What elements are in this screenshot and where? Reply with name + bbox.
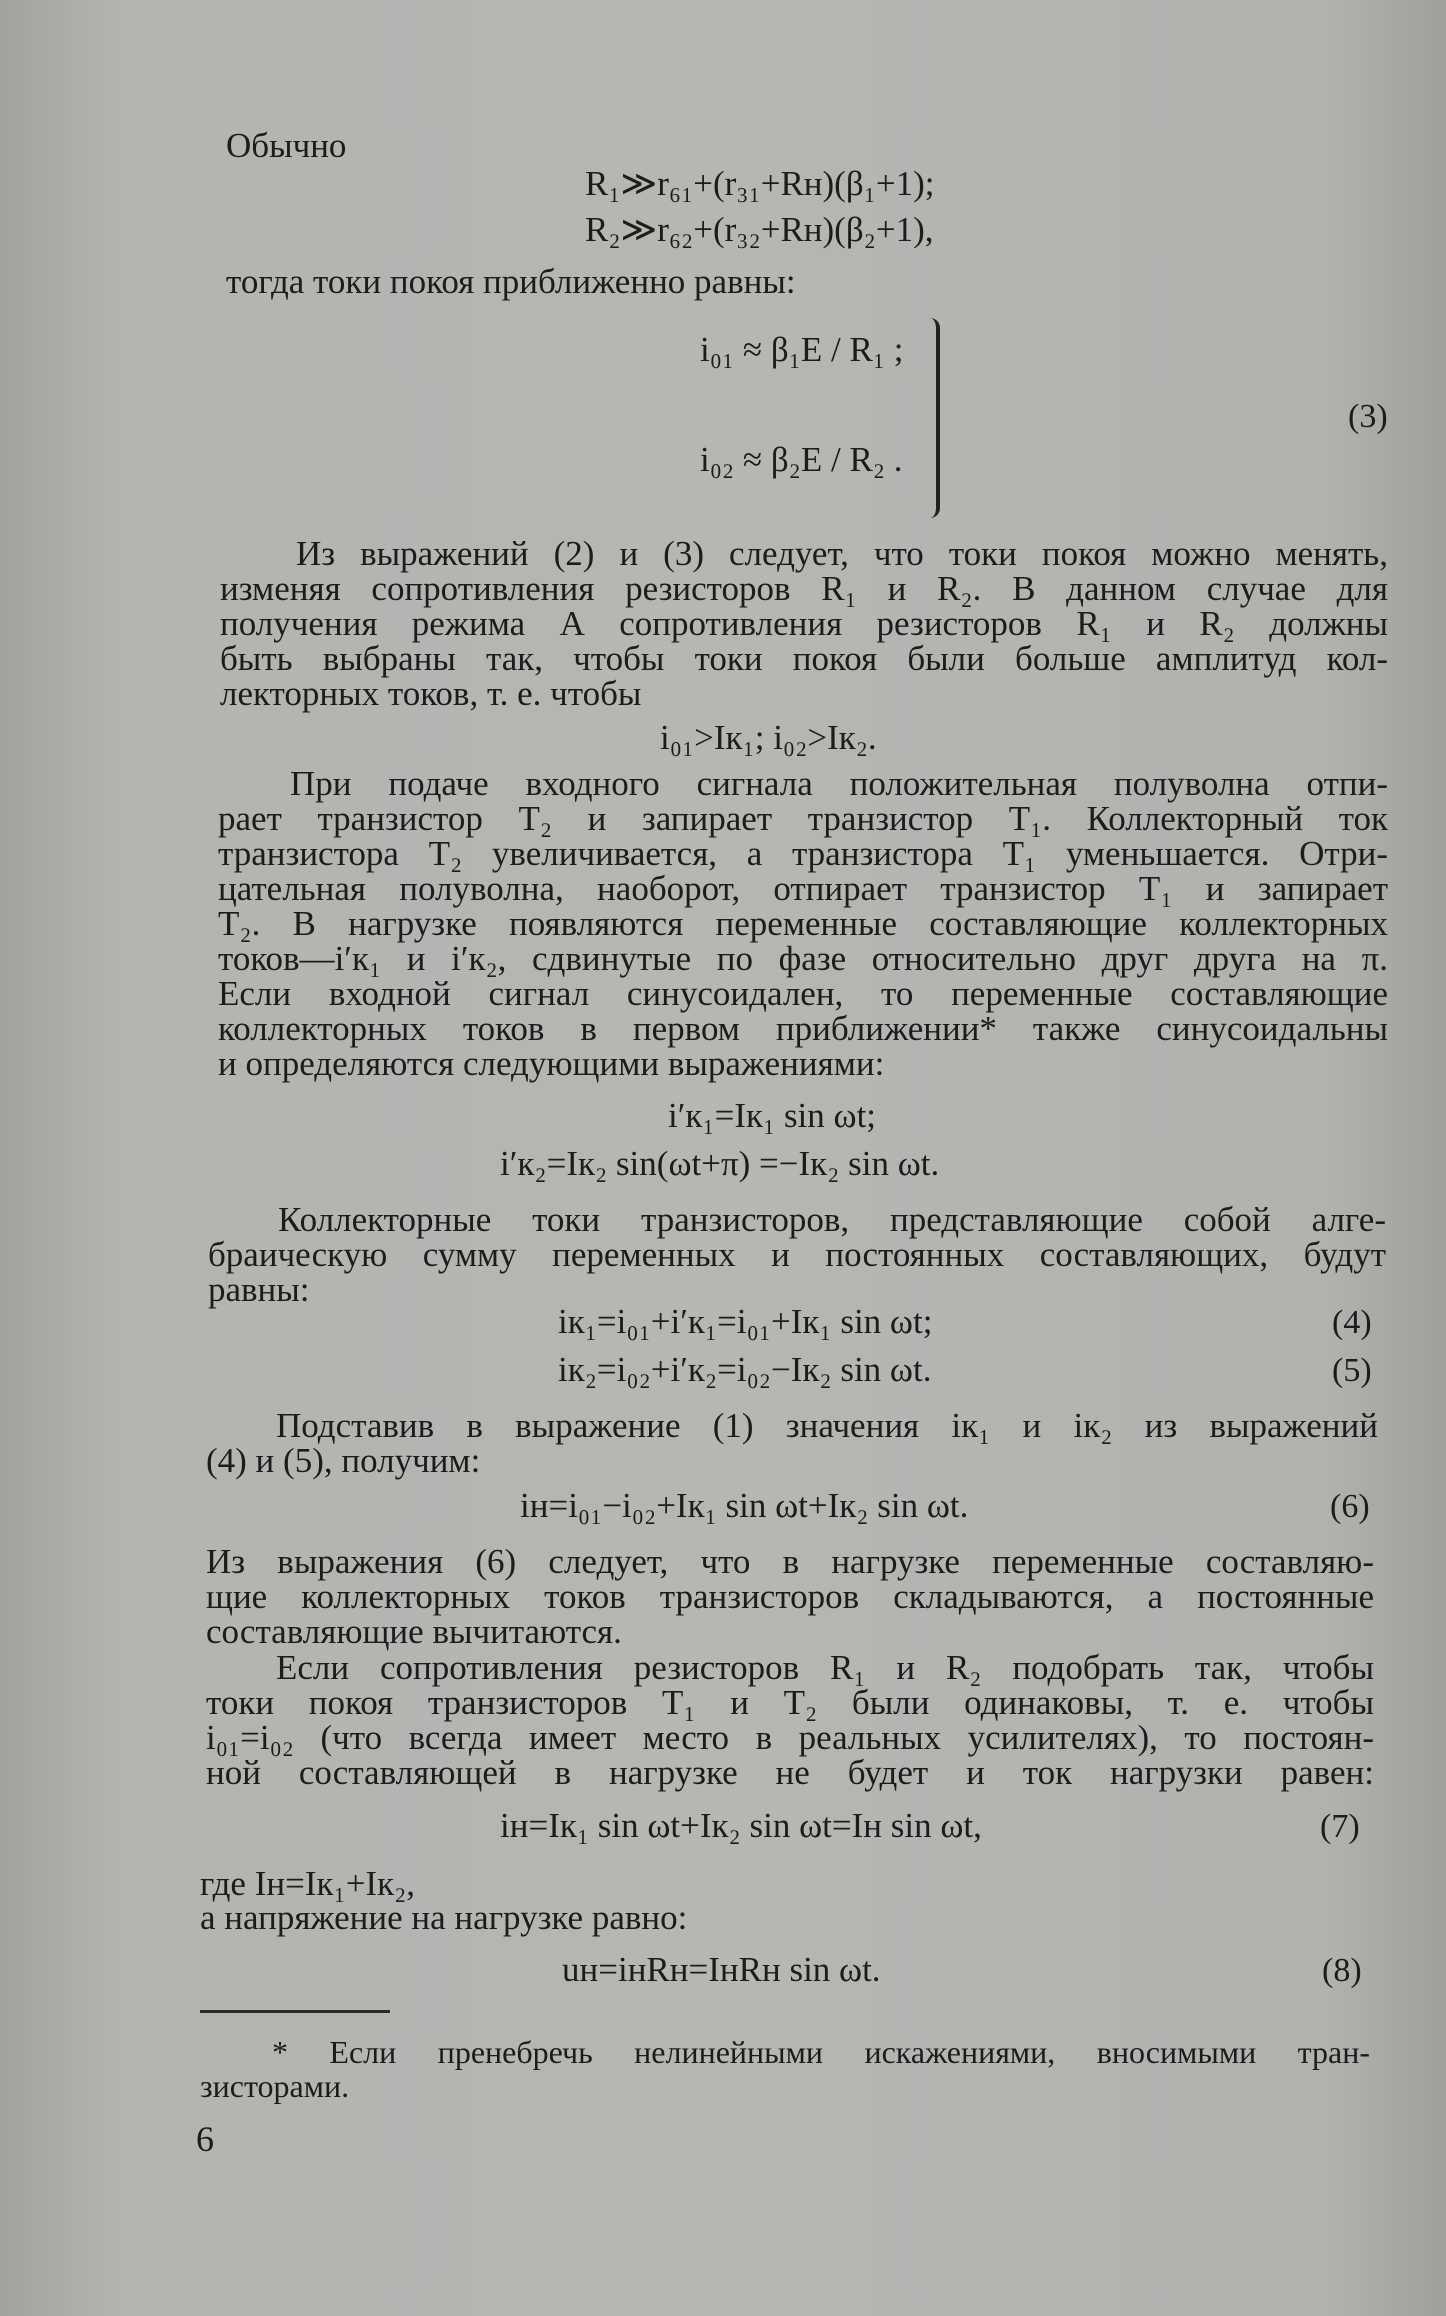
text-line: Коллекторные токи транзисторов, представляющие собой алге- [278, 1200, 1386, 1239]
text-line: токи покоя транзисторов T₁ и T₂ были одинаковы, т. е. чтобы [206, 1683, 1374, 1722]
page-number: 6 [196, 2119, 214, 2159]
text-line: равны: [208, 1270, 310, 1309]
formula-sin-2: i′к₂=Iк₂ sin(ωt+π) =−Iк₂ sin ωt. [500, 1144, 940, 1183]
footnote-rule [200, 2010, 390, 2013]
text-line: Если сопротивления резисторов R₁ и R₂ подобрать так, чтобы [276, 1648, 1374, 1687]
formula-3a: i₀₁ ≈ β₁E / R₁ ; [700, 330, 904, 369]
formula-3b: i₀₂ ≈ β₂E / R₂ . [700, 440, 903, 479]
equation-number-4: (4) [1332, 1304, 1372, 1341]
text-line: i₀₁=i₀₂ (что всегда имеет место в реальных усилителях), то постоян- [206, 1718, 1374, 1757]
text-line: лекторных токов, т. е. чтобы [220, 674, 642, 713]
text-line: Из выражения (6) следует, что в нагрузке переменные составляю- [206, 1542, 1374, 1581]
equation-number-6: (6) [1330, 1488, 1370, 1525]
text-line: ной составляющей в нагрузке не будет и ток нагрузки равен: [206, 1753, 1374, 1792]
text-line: (4) и (5), получим: [206, 1441, 481, 1480]
text-line: цательная полуволна, наоборот, отпирает транзистор T₁ и запирает [218, 869, 1388, 908]
equation-number-3: (3) [1348, 398, 1388, 435]
text-line: При подаче входного сигнала положительная полуволна отпи- [290, 764, 1388, 803]
intro-word: Обычно [226, 126, 347, 165]
equation-number-8: (8) [1322, 1952, 1362, 1989]
text-line: браическую сумму переменных и постоянных составляющих, будут [208, 1235, 1386, 1274]
text-line: Если входной сигнал синусоидален, то переменные составляющие [218, 974, 1388, 1013]
text-line: транзистора T₂ увеличивается, а транзистора T₁ уменьшается. Отри- [218, 834, 1388, 873]
formula-inequality: i₀₁>Iк₁; i₀₂>Iк₂. [660, 718, 877, 757]
text-line: Из выражений (2) и (3) следует, что токи покоя можно менять, [296, 534, 1388, 573]
text-line: токов—i′к₁ и i′к₂, сдвинутые по фазе относительно друг друга на π. [218, 939, 1388, 978]
formula-7: iн=Iк₁ sin ωt+Iк₂ sin ωt=Iн sin ωt, [500, 1806, 982, 1845]
formula-condition-1: R₁≫r₆₁+(r₃₁+Rн)(β₁+1); [585, 164, 935, 203]
formula-sin-1: i′к₁=Iк₁ sin ωt; [668, 1096, 877, 1135]
where-line: где Iн=Iк₁+Iк₂, [200, 1864, 416, 1903]
text-line: Подставив в выражение (1) значения iк₁ и iк₂ из выражений [276, 1406, 1378, 1445]
formula-6: iн=i₀₁−i₀₂+Iк₁ sin ωt+Iк₂ sin ωt. [520, 1486, 969, 1525]
formula-8: uн=iнRн=IнRн sin ωt. [562, 1950, 881, 1989]
text-line: изменяя сопротивления резисторов R₁ и R₂. В данном случае для [220, 569, 1388, 608]
equation-number-5: (5) [1332, 1352, 1372, 1389]
text-line: составляющие вычитаются. [206, 1612, 622, 1651]
footnote-line: * Если пренебречь нелинейными искажениями, вносимыми тран- [272, 2034, 1370, 2070]
text-line: получения режима А сопротивления резисторов R₁ и R₂ должны [220, 604, 1388, 643]
equation-number-7: (7) [1320, 1808, 1360, 1845]
brace [922, 318, 940, 518]
footnote-line: зисторами. [200, 2068, 350, 2104]
text-line: T₂. В нагрузке появляются переменные составляющие коллекторных [218, 904, 1388, 943]
text-line: коллекторных токов в первом приближении* также синусоидальны [218, 1009, 1388, 1048]
voltage-line: а напряжение на нагрузке равно: [200, 1898, 688, 1937]
text-line: щие коллекторных токов транзисторов складываются, а постоянные [206, 1577, 1374, 1616]
text-line: рает транзистор T₂ и запирает транзистор T₁. Коллекторный ток [218, 799, 1388, 838]
formula-5: iк₂=i₀₂+i′к₂=i₀₂−Iк₂ sin ωt. [558, 1350, 932, 1389]
formula-condition-2: R₂≫r₆₂+(r₃₂+Rн)(β₂+1), [585, 210, 934, 249]
text-line: быть выбраны так, чтобы токи покоя были больше амплитуд кол- [220, 639, 1388, 678]
text-line: и определяются следующими выражениями: [218, 1044, 885, 1083]
then-line: тогда токи покоя приближенно равны: [226, 262, 796, 301]
formula-4: iк₁=i₀₁+i′к₁=i₀₁+Iк₁ sin ωt; [558, 1302, 933, 1341]
